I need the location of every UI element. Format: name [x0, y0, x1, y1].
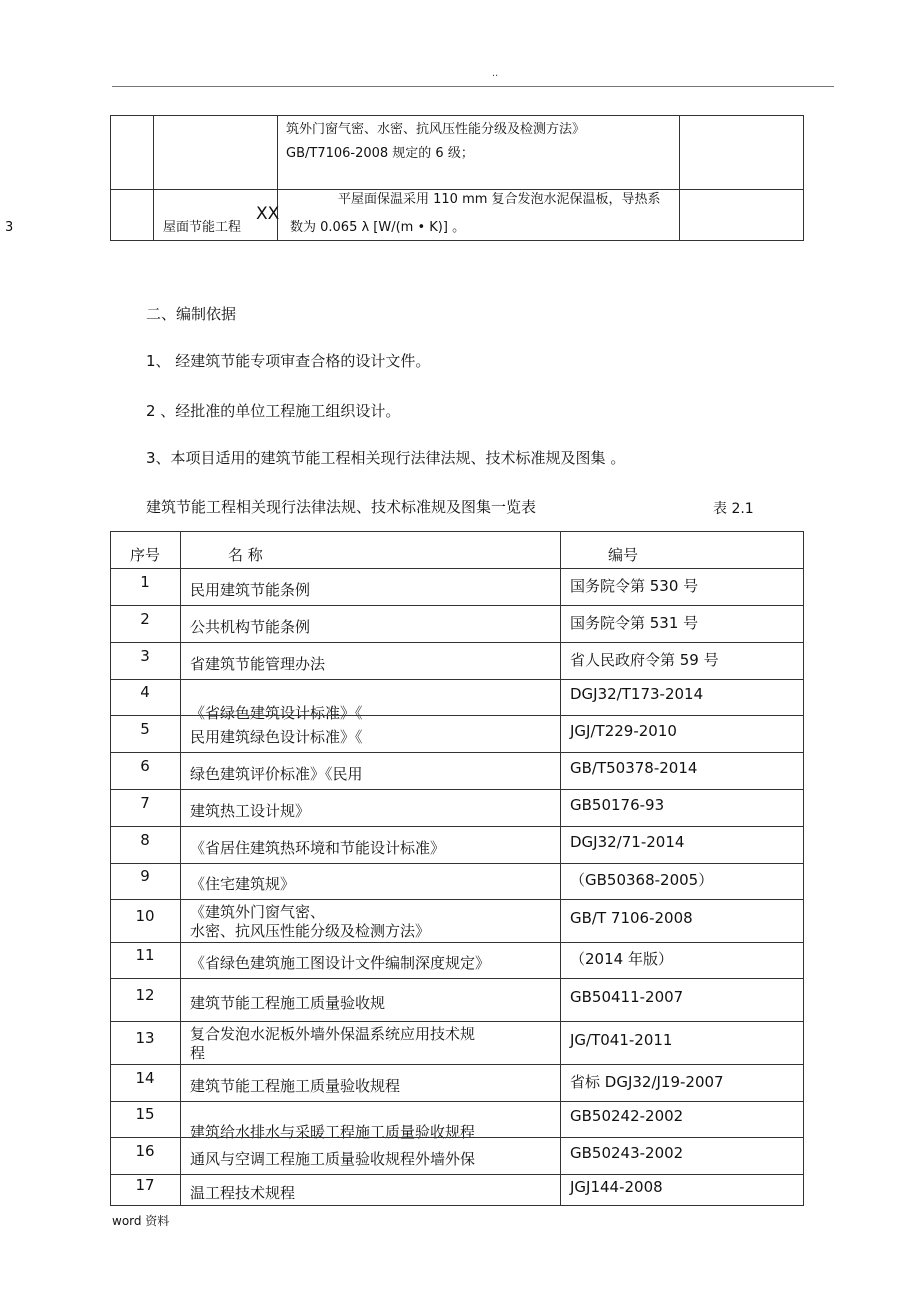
row-name: 绿色建筑评价标准》《民用	[190, 764, 363, 783]
table-border	[110, 826, 804, 827]
row-code: 国务院令第 531 号	[570, 613, 699, 632]
row-name: 复合发泡水泥板外墙外保温系统应用技术规	[190, 1025, 476, 1043]
row-name: 通风与空调工程施工质量验收规程外墙外保	[190, 1149, 476, 1168]
row-number: 3	[140, 646, 150, 665]
table-border	[110, 863, 804, 864]
header-code: 编号	[608, 546, 639, 564]
table-border	[110, 679, 804, 680]
row-name: 民用建筑绿色设计标准》《	[190, 727, 363, 746]
row-name: 省建筑节能管理办法	[190, 654, 326, 673]
row-number: 17	[135, 1175, 155, 1194]
row-number: 1	[140, 572, 150, 591]
row-name: 温工程技术规程	[190, 1183, 296, 1202]
top-row2-text-line2: 数为 0.065 λ [W/(m • K)] 。	[290, 220, 466, 235]
row-number: 7	[140, 793, 150, 812]
row-number: 14	[135, 1068, 155, 1087]
table-border	[110, 1205, 804, 1206]
row-name: 《省居住建筑热环境和节能设计标准》	[190, 838, 446, 857]
row-code: （2014 年版）	[570, 950, 673, 968]
top-table-cell	[679, 115, 804, 190]
row-number: 16	[135, 1141, 155, 1160]
row-code: （GB50368-2005）	[570, 871, 714, 889]
top-row1-text-line2: GB/T7106-2008 规定的 6 级；	[286, 146, 474, 161]
table-border	[110, 978, 804, 979]
row-code: DGJ32/71-2014	[570, 832, 685, 851]
row-name: 民用建筑节能条例	[190, 580, 311, 599]
top-table-cell	[679, 189, 804, 241]
row-name-line2: 水密、抗风压性能分级及检测方法》	[190, 922, 431, 940]
header-rule	[112, 86, 834, 87]
row-code: 省标 DGJ32/J19-2007	[570, 1072, 724, 1091]
table-border	[110, 531, 804, 532]
table-border	[110, 1174, 804, 1175]
table-border	[110, 605, 804, 606]
row-name: 公共机构节能条例	[190, 617, 311, 636]
row-number: 13	[135, 1028, 155, 1047]
row-number: 10	[135, 906, 155, 925]
row-code: 省人民政府令第 59 号	[570, 650, 719, 669]
table-border	[110, 1137, 804, 1138]
row-name: 建筑节能工程施工质量验收规	[190, 993, 386, 1012]
row-number: 5	[140, 719, 150, 738]
section-title: 二、编制依据	[146, 305, 237, 323]
row-number: 2	[140, 609, 150, 628]
table-border	[110, 715, 804, 716]
row-name: 建筑节能工程施工质量验收规程	[190, 1076, 401, 1095]
row-name: 建筑热工设计规》	[190, 801, 311, 820]
row-code: GB50411-2007	[570, 987, 684, 1006]
row-code: JGJ144-2008	[570, 1177, 663, 1196]
row-code: 国务院令第 530 号	[570, 576, 699, 595]
row-number: 8	[140, 830, 150, 849]
table-border	[110, 899, 804, 900]
table-border	[110, 1101, 804, 1102]
row-15-name-overflow: 建筑给水排水与采暖工程施工质量验收规程	[190, 1123, 476, 1141]
header-name: 名 称	[228, 546, 263, 564]
table-border	[110, 752, 804, 753]
footer-text: word 资料	[112, 1214, 170, 1228]
row-name: 《建筑外门窗气密、	[190, 903, 326, 921]
table-caption: 建筑节能工程相关现行法律法规、技术标准规及图集一览表	[146, 498, 537, 516]
row-code: GB/T 7106-2008	[570, 908, 693, 927]
row-name: 《省绿色建筑施工图设计文件编制深度规定》	[190, 954, 491, 972]
row-number: 11	[135, 946, 155, 964]
table-border	[560, 531, 561, 1205]
table-border	[803, 531, 804, 1205]
top-table-cell	[153, 115, 278, 190]
row-name: 《住宅建筑规》	[190, 875, 296, 893]
table-border	[110, 1021, 804, 1022]
row-code: GB/T50378-2014	[570, 758, 698, 777]
row-number: 6	[140, 756, 150, 775]
row-code: DGJ32/T173-2014	[570, 685, 704, 703]
table-border	[110, 942, 804, 943]
row-code: JGJ/T229-2010	[570, 721, 677, 740]
row-number: 9	[140, 867, 150, 885]
xx-mark: XX	[256, 204, 280, 224]
top-row2-text-line1: 平屋面保温采用 110 mm 复合发泡水泥保温板，导热系	[338, 192, 661, 207]
row-number: 4	[140, 683, 150, 701]
top-row1-text-line1: 筑外门窗气密、水密、抗风压性能分级及检测方法》	[286, 122, 586, 137]
header-no: 序号	[129, 546, 160, 564]
top-table-cell	[110, 189, 154, 241]
row-4-name-overflow: 《省绿色建筑设计标准》《	[190, 704, 363, 722]
table-border	[110, 642, 804, 643]
header-dots: ..	[491, 68, 499, 79]
margin-number: 3	[5, 220, 14, 235]
basis-item-3: 3、本项目适用的建筑节能工程相关现行法律法规、技术标准规及图集 。	[146, 449, 626, 467]
table-border	[110, 568, 804, 569]
top-table-cell	[110, 115, 154, 190]
table-border	[110, 1064, 804, 1065]
row-code: JG/T041-2011	[570, 1030, 673, 1049]
basis-item-2: 2 、经批准的单位工程施工组织设计。	[146, 402, 401, 420]
row-number: 12	[135, 985, 155, 1004]
table-border	[110, 789, 804, 790]
top-row2-name: 屋面节能工程	[163, 220, 242, 235]
row-code: GB50242-2002	[570, 1107, 684, 1125]
table-label: 表 2.1	[713, 501, 754, 517]
row-code: GB50176-93	[570, 795, 665, 814]
row-number: 15	[135, 1105, 155, 1123]
row-name-line2: 程	[190, 1044, 206, 1062]
table-border	[180, 531, 181, 1205]
basis-item-1: 1、 经建筑节能专项审查合格的设计文件。	[146, 352, 431, 370]
row-code: GB50243-2002	[570, 1143, 684, 1162]
